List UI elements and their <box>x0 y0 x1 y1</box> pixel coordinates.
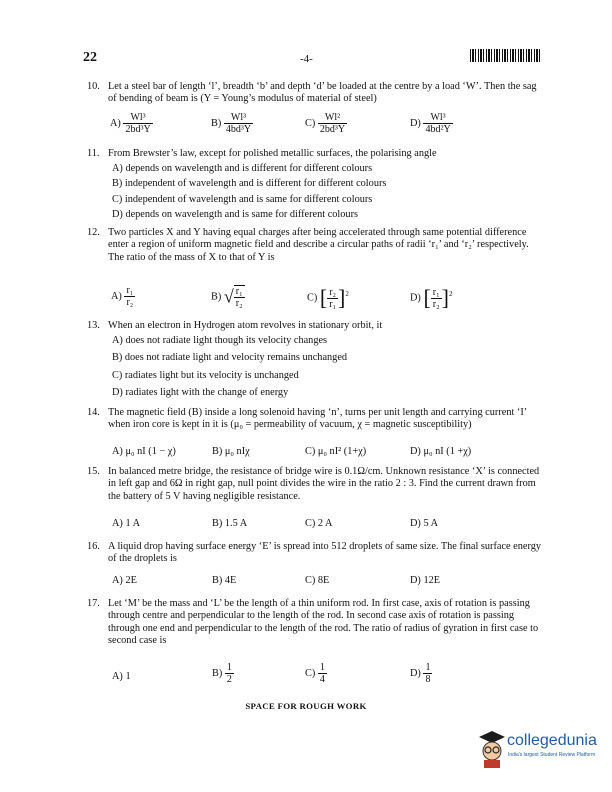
question-text: Two particles X and Y having equal charges after being accelerated through same potential difference enter a region of uniform magnetic field and describe a circular paths of radii ‘r₁’ and ‘r₂’ respectively. The ratio of the mass of X to that of Y is <box>108 227 529 263</box>
option-b: B) μ₀ nIχ <box>212 446 250 457</box>
question-number: 15. <box>87 466 100 477</box>
option-b: B) 4E <box>212 575 237 586</box>
option-d: D) radiates light with the change of energy <box>112 387 289 398</box>
option-c: C) $\frac{1}{4}$ <box>305 662 325 685</box>
option-d: D) depends on wavelength and is same for different colours <box>112 209 359 220</box>
question-number: 14. <box>87 407 100 418</box>
option-a: A) does not radiate light though its velocity changes <box>112 335 328 346</box>
option-b: B) does not radiate light and velocity remains unchanged <box>112 352 348 363</box>
option-d: D) μ₀ nI (1 +χ) <box>410 446 472 457</box>
question-text: In balanced metre bridge, the resistance of bridge wire is 0.1Ω/cm. Unknown resistance ‘X’ is connected in left gap and 6Ω in right gap, null point divides the wire in the ratio 2 : 3. Find the current drawn from the battery of 5 V having negligible resistance. <box>108 466 540 502</box>
option-a: A) 1 <box>112 671 131 682</box>
question-text: From Brewster’s law, except for polished metallic surfaces, the polarising angle <box>108 148 437 159</box>
rough-work-footer: SPACE FOR ROUGH WORK <box>245 701 367 711</box>
option-c: C) independent of wavelength and is same for different colours <box>112 194 373 205</box>
question-11 <box>87 148 542 160</box>
brand-tagline: India's largest Student Review Platform <box>508 752 596 758</box>
question-number: 10. <box>87 81 100 92</box>
question-number: 16. <box>87 541 100 552</box>
option-c: C) μ₀ nI² (1+χ) <box>305 446 367 457</box>
graduate-mascot-icon <box>478 729 506 769</box>
option-c: C) $\frac{\text{Wl²}}{\text{2bd³Y}}$ <box>305 112 346 135</box>
page-number: 22 <box>83 50 97 65</box>
option-c: C) 8E <box>305 575 330 586</box>
option-b: B) 1.5 A <box>212 518 248 529</box>
option-c: C) 2 A <box>305 518 333 529</box>
option-c: C) radiates light but its velocity is unchanged <box>112 370 299 381</box>
brand-logo: collegedunia <box>507 732 597 749</box>
barcode <box>470 49 540 62</box>
option-b: B) $\frac{1}{2}$ <box>212 662 232 685</box>
question-15 <box>87 466 542 503</box>
question-number: 11. <box>87 148 100 159</box>
option-d: D) $\frac{1}{8}$ <box>410 662 431 685</box>
option-a: A) $\frac{\text{Wl³}}{\text{2bd³Y}}$ <box>110 112 151 135</box>
option-a: A) depends on wavelength and is different for different colours <box>112 163 373 174</box>
question-text: A liquid drop having surface energy ‘E’ is spread into 512 droplets of same size. The final surface energy of the droplets is <box>108 541 542 565</box>
question-13 <box>87 320 542 332</box>
option-b: B) $\frac{\text{Wl³}}{\text{4bd³Y}}$ <box>211 112 252 135</box>
question-text: The magnetic field (B) inside a long solenoid having ‘n’, turns per unit length and carrying current ‘I’ when iron core is kept in it is (μ₀ = permeability of vacuum, χ = magnetic susceptibility) <box>108 407 527 431</box>
option-a: A) μ₀ nI (1 − χ) <box>112 446 176 457</box>
option-d: D) 5 A <box>410 518 439 529</box>
option-d: D) [ $\frac{\text{r₁}}{\text{r₂}}$ ]$^2$ <box>410 285 453 310</box>
question-16 <box>87 541 542 566</box>
page-marker: -4- <box>300 53 313 65</box>
question-text: When an electron in Hydrogen atom revolves in stationary orbit, it <box>108 320 383 331</box>
question-text: Let ‘M’ be the mass and ‘L’ be the length of a thin uniform rod. In first case, axis of rotation is passing through centre and perpendicular to the length of the rod. In second case axis of rotation is passing through one end and perpendicular to the length of the rod. The ratio of radius of gyration in first case to second case is <box>108 598 539 647</box>
question-10 <box>87 81 542 106</box>
option-a: A) $\frac{\text{r₁}}{\text{r₂}}$ <box>111 285 134 308</box>
question-text: Let a steel bar of length ‘l’, breadth ‘b’ and depth ‘d’ be loaded at the centre by a load ‘W’. Then the sag of bending of beam is (Y = Young’s modulus of material of steel) <box>108 81 537 105</box>
option-d: D) $\frac{\text{Wl³}}{\text{4bd²Y}}$ <box>410 112 451 135</box>
option-a: A) 1 A <box>112 518 141 529</box>
question-number: 17. <box>87 598 100 609</box>
option-b: B) independent of wavelength and is different for different colours <box>112 178 387 189</box>
question-17 <box>87 598 542 648</box>
question-14 <box>87 407 542 432</box>
option-c: C) [ $\frac{\text{r₂}}{\text{r₁}}$ ]$^2$ <box>307 285 349 310</box>
question-number: 12. <box>87 227 100 238</box>
option-b: B) √ $\frac{\text{r₁}}{\text{r₂}}$ <box>211 286 243 309</box>
option-a: A) 2E <box>112 575 137 586</box>
question-12 <box>87 227 542 264</box>
question-number: 13. <box>87 320 100 331</box>
option-d: D) 12E <box>410 575 441 586</box>
